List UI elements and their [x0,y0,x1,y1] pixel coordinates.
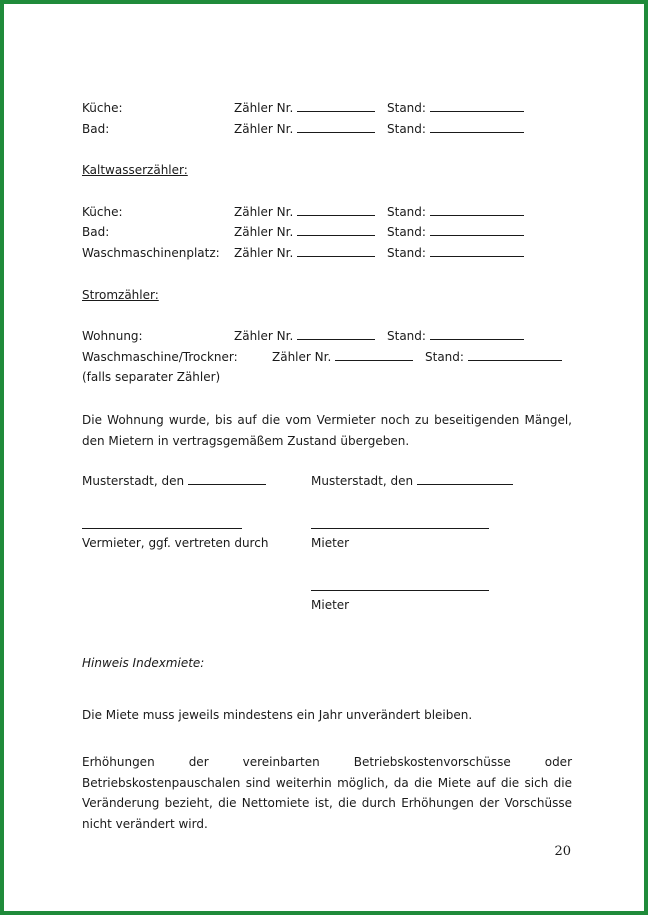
warmwater-bath-stand: Stand: [387,121,524,137]
electricity-apartment-meter: Zähler Nr. [234,328,375,344]
coldwater-washer-stand: Stand: [387,245,524,261]
index-rent-paragraph: Erhöhungen der vereinbarten Betriebskostenvorschüsse oder Betriebskostenpauschalen sind weiterhin möglich, da die Miete auf die sich die Veränderung bezieht, die Nettomiete ist, die durch Erhöhungen der Vorschüsse nicht verändert wird. [82,755,572,831]
landlord-label: Vermieter, ggf. vertreten durch [82,536,269,550]
electricity-apartment-stand: Stand: [387,328,524,344]
electricity-note: (falls separater Zähler) [82,370,221,384]
warmwater-kitchen-stand: Stand: [387,100,524,116]
date-blank[interactable] [417,473,513,485]
tenant2-signature-line[interactable] [311,590,489,591]
electricity-apartment-label: Wohnung: [82,329,143,343]
coldwater-washer-meter: Zähler Nr. [234,245,375,261]
index-rent-sentence: Die Miete muss jeweils mindestens ein Jahr unverändert bleiben. [82,708,473,722]
meter-number-blank[interactable] [297,100,375,112]
signature-place-date-right: Musterstadt, den [311,473,513,489]
stand-blank[interactable] [430,121,524,133]
warmwater-kitchen-label: Küche: [82,101,123,115]
stand-blank[interactable] [468,349,562,361]
index-rent-heading: Hinweis Indexmiete: [82,656,205,670]
stand-blank[interactable] [430,100,524,112]
coldwater-bath-stand: Stand: [387,224,524,240]
warmwater-bath-label: Bad: [82,122,110,136]
stand-blank[interactable] [430,204,524,216]
stand-blank[interactable] [430,245,524,257]
tenant2-label: Mieter [311,598,350,612]
tenant1-signature-line[interactable] [311,528,489,529]
coldwater-bath-meter: Zähler Nr. [234,224,375,240]
landlord-signature-line[interactable] [82,528,242,529]
electricity-washer-stand: Stand: [425,349,562,365]
meter-number-blank[interactable] [297,224,375,236]
meter-number-blank[interactable] [297,204,375,216]
meter-number-blank[interactable] [297,245,375,257]
electricity-washer-label: Waschmaschine/Trockner: [82,350,238,364]
electricity-heading: Stromzähler: [82,288,159,302]
coldwater-kitchen-stand: Stand: [387,204,524,220]
page-number: 20 [554,844,571,859]
warmwater-kitchen-meter: Zähler Nr. [234,100,375,116]
tenant1-label: Mieter [311,536,350,550]
date-blank[interactable] [188,473,266,485]
coldwater-kitchen-meter: Zähler Nr. [234,204,375,220]
coldwater-heading: Kaltwasserzähler: [82,163,188,177]
meter-number-blank[interactable] [297,328,375,340]
stand-blank[interactable] [430,328,524,340]
meter-number-blank[interactable] [335,349,413,361]
meter-number-blank[interactable] [297,121,375,133]
coldwater-bath-label: Bad: [82,225,110,239]
handover-statement: Die Wohnung wurde, bis auf die vom Vermieter noch zu beseitigenden Mängel, den Mietern in vertragsgemäßem Zustand übergeben. [82,413,572,448]
electricity-washer-meter: Zähler Nr. [272,349,413,365]
coldwater-kitchen-label: Küche: [82,205,123,219]
signature-place-date-left: Musterstadt, den [82,473,266,489]
warmwater-bath-meter: Zähler Nr. [234,121,375,137]
coldwater-washer-label: Waschmaschinenplatz: [82,246,220,260]
stand-blank[interactable] [430,224,524,236]
